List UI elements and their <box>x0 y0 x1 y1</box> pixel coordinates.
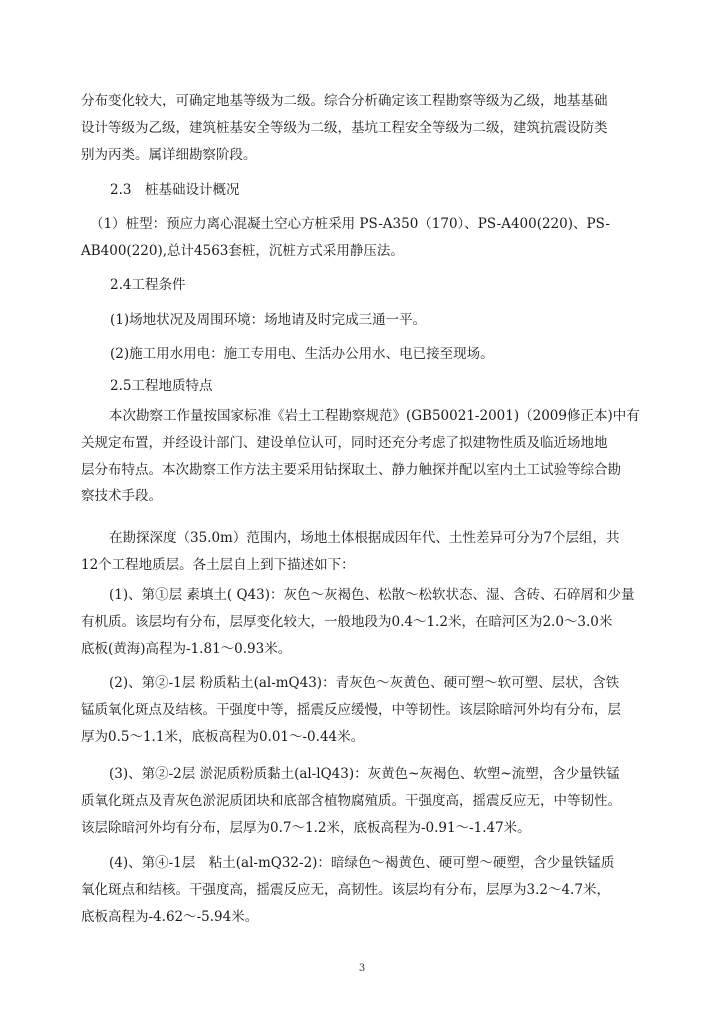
paragraph-layer-1 <box>81 582 654 662</box>
heading-text: 2.5工程地质特点 <box>110 378 213 394</box>
text-line: 层分布特点。本次勘察工作方法主要采用钻探取土、静力触探并配以室内土工试验等综合勘 <box>81 461 621 478</box>
paragraph-water-power <box>110 341 494 368</box>
paragraph-survey-method <box>81 403 654 510</box>
text-line: 该层除暗河外均有分布，层厚为0.7～1.2米，底板高程为-0.91～-1.47米。 <box>81 819 531 836</box>
text-line: (1)场地状况及周围环境：场地请及时完成三通一平。 <box>110 312 427 328</box>
text-line: 底板(黄海)高程为-1.81～0.93米。 <box>81 640 292 657</box>
text-line: 锰质氧化斑点及结核。干强度中等，摇震反应缓慢，中等韧性。该层除暗河外均有分布，层 <box>81 701 621 718</box>
paragraph-layer-4-1 <box>81 850 654 930</box>
text-line: (3)、第②-2层 淤泥质粉质黏土(al-lQ43)：灰黄色~灰褐色、软塑~流塑，含少量铁锰 <box>109 766 620 782</box>
page-number: 3 <box>358 963 366 974</box>
text-line: (2)、第②-1层 粉质粘土(al-mQ43)：青灰色～灰黄色、硬可塑～软可塑、层状，含铁 <box>109 675 620 691</box>
text-line: 关规定布置，并经设计部门、建设单位认可，同时还充分考虑了拟建物性质及临近场地地 <box>81 434 608 451</box>
text-line: 在勘探深度（35.0m）范围内，场地土体根据成因年代、土性差异可分为7个层组，共 <box>109 530 620 546</box>
text-line: 12个工程地质层。各土层自上到下描述如下： <box>81 556 355 573</box>
text-line: 察技术手段。 <box>81 488 162 505</box>
text-line: (1)、第①层 素填土( Q43)：灰色～灰褐色、松散～松软状态、湿、含砖、石碎屑和少量 <box>109 587 635 603</box>
paragraph-layer-2-1 <box>81 670 654 750</box>
text-line: (4)、第④-1层 粘土(al-mQ32-2)：暗绿色～褐黄色、硬可塑～硬塑，含少量铁锰质 <box>109 855 615 871</box>
text-line: 设计等级为乙级，建筑桩基安全等级为二级，基坑工程安全等级为二级，建筑抗震设防类 <box>81 119 608 136</box>
heading-text: 2.4工程条件 <box>110 277 186 293</box>
text-line: 厚为0.5～1.1米，底板高程为0.01～-0.44米。 <box>81 728 365 745</box>
text-line: (2)施工用水用电：施工专用电、生活办公用水、电已接至现场。 <box>110 346 494 362</box>
text-line: 别为丙类。属详细勘察阶段。 <box>81 146 257 163</box>
section-heading-2-4 <box>110 272 185 299</box>
text-line: 质氧化斑点及青灰色淤泥质团块和底部含植物腐殖质。干强度高，摇震反应无，中等韧性。 <box>81 792 621 809</box>
text-line: 有机质。该层均有分布，层厚变化较大，一般地段为0.4～1.2米，在暗河区为2.0～3.0米 <box>81 613 613 630</box>
text-line: （1）桩型：预应力离心混凝土空心方桩采用 PS-A350（170）、PS-A400(220)、PS- <box>90 216 610 232</box>
paragraph-depth-range <box>81 525 654 579</box>
text-line: 底板高程为-4.62～-5.94米。 <box>81 908 259 925</box>
heading-text: 2.3 桩基础设计概况 <box>110 182 240 198</box>
paragraph-pile-type <box>81 211 656 265</box>
section-heading-2-3 <box>110 177 239 204</box>
paragraph-layer-2-2 <box>81 761 654 841</box>
text-line: 本次勘察工作量按国家标准《岩土工程勘察规范》(GB50021-2001)（2009修正本)中有 <box>109 408 640 424</box>
text-line: 氧化斑点和结核。干强度高，摇震反应无，高韧性。该层均有分布，层厚为3.2～4.7米， <box>81 881 610 898</box>
paragraph-foundation-grade <box>81 88 654 168</box>
text-line: AB400(220),总计4563套桩，沉桩方式采用静压法。 <box>81 242 404 259</box>
paragraph-site-condition <box>110 307 426 334</box>
section-heading-2-5 <box>110 373 212 400</box>
text-line: 分布变化较大，可确定地基等级为二级。综合分析确定该工程勘察等级为乙级，地基基础 <box>81 93 608 109</box>
